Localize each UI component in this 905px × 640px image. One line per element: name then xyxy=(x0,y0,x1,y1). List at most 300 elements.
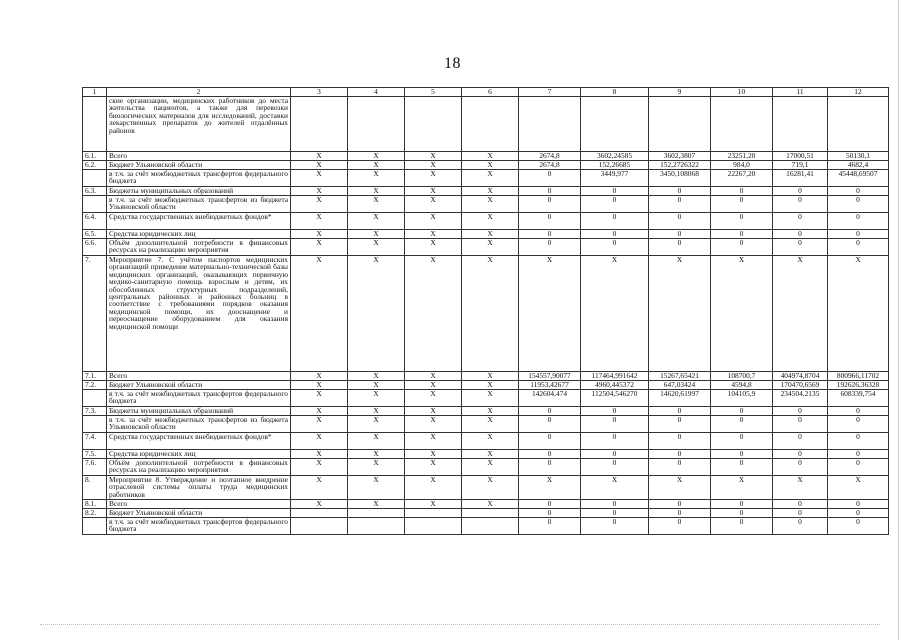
value-cell: 0 xyxy=(519,509,581,518)
row-number xyxy=(83,518,107,535)
value-cell: X xyxy=(291,170,348,187)
value-cell: 3450,108068 xyxy=(649,170,711,187)
value-cell: 0 xyxy=(519,213,581,230)
value-cell: X xyxy=(405,407,462,416)
value-cell xyxy=(405,97,462,152)
value-cell: 0 xyxy=(581,450,649,459)
value-cell: X xyxy=(405,239,462,256)
row-description: Средства юридических лиц xyxy=(107,450,291,459)
value-cell: 0 xyxy=(711,196,773,213)
value-cell: 0 xyxy=(828,509,889,518)
value-cell: 15267,65421 xyxy=(649,372,711,381)
value-cell: X xyxy=(348,152,405,161)
value-cell: X xyxy=(348,500,405,509)
value-cell: X xyxy=(828,256,889,372)
value-cell: X xyxy=(405,372,462,381)
value-cell: 0 xyxy=(773,213,828,230)
value-cell: 984,0 xyxy=(711,161,773,170)
column-header: 11 xyxy=(773,88,828,97)
value-cell: X xyxy=(405,390,462,407)
row-number: 8.2. xyxy=(83,509,107,518)
value-cell: 0 xyxy=(711,407,773,416)
value-cell: 152,26685 xyxy=(581,161,649,170)
value-cell: X xyxy=(291,152,348,161)
value-cell: 0 xyxy=(581,213,649,230)
value-cell: 23251,20 xyxy=(711,152,773,161)
value-cell: 0 xyxy=(519,500,581,509)
value-cell: X xyxy=(405,433,462,450)
value-cell: X xyxy=(291,390,348,407)
value-cell: X xyxy=(462,450,519,459)
value-cell: X xyxy=(581,476,649,500)
column-header: 6 xyxy=(462,88,519,97)
value-cell xyxy=(348,518,405,535)
row-number xyxy=(83,97,107,152)
value-cell: 192626,36328 xyxy=(828,381,889,390)
row-description: в т.ч. за счёт межбюджетных трансфертов федерального бюджета xyxy=(107,170,291,187)
table-header-row xyxy=(83,88,889,97)
value-cell: 11953,42677 xyxy=(519,381,581,390)
value-cell: 0 xyxy=(828,230,889,239)
value-cell: 0 xyxy=(519,459,581,476)
row-number: 6.3. xyxy=(83,187,107,196)
value-cell: X xyxy=(348,407,405,416)
table-row xyxy=(83,450,889,459)
value-cell: X xyxy=(462,213,519,230)
value-cell: X xyxy=(462,500,519,509)
value-cell xyxy=(773,97,828,152)
value-cell xyxy=(581,97,649,152)
value-cell: X xyxy=(519,256,581,372)
table-row xyxy=(83,230,889,239)
value-cell: X xyxy=(462,381,519,390)
value-cell: 112504,546270 xyxy=(581,390,649,407)
value-cell: 142604,474 xyxy=(519,390,581,407)
value-cell: 4682,4 xyxy=(828,161,889,170)
value-cell: X xyxy=(405,161,462,170)
value-cell: X xyxy=(348,390,405,407)
table-row xyxy=(83,476,889,500)
row-description: Бюджет Ульяновской области xyxy=(107,509,291,518)
value-cell: X xyxy=(405,459,462,476)
value-cell: 0 xyxy=(773,518,828,535)
value-cell: X xyxy=(649,256,711,372)
value-cell: X xyxy=(773,476,828,500)
value-cell: 3449,977 xyxy=(581,170,649,187)
value-cell: X xyxy=(291,372,348,381)
value-cell: X xyxy=(291,196,348,213)
value-cell: 0 xyxy=(649,239,711,256)
value-cell: X xyxy=(405,230,462,239)
table-row xyxy=(83,152,889,161)
table-row xyxy=(83,509,889,518)
value-cell: X xyxy=(462,196,519,213)
row-description: Средства юридических лиц xyxy=(107,230,291,239)
value-cell: 0 xyxy=(649,213,711,230)
value-cell: X xyxy=(348,372,405,381)
value-cell: X xyxy=(348,256,405,372)
row-number: 6.4. xyxy=(83,213,107,230)
value-cell: 0 xyxy=(581,518,649,535)
value-cell: 104105,9 xyxy=(711,390,773,407)
value-cell: X xyxy=(291,239,348,256)
budget-table xyxy=(82,87,889,535)
value-cell: 0 xyxy=(649,509,711,518)
value-cell: 0 xyxy=(828,187,889,196)
value-cell: X xyxy=(348,450,405,459)
value-cell: 0 xyxy=(711,509,773,518)
table-row xyxy=(83,433,889,450)
value-cell xyxy=(462,509,519,518)
value-cell: 0 xyxy=(581,239,649,256)
value-cell: 0 xyxy=(828,416,889,433)
value-cell: 0 xyxy=(828,407,889,416)
value-cell: 0 xyxy=(649,433,711,450)
value-cell: 2674,8 xyxy=(519,152,581,161)
value-cell: 0 xyxy=(711,239,773,256)
value-cell xyxy=(462,97,519,152)
table-row xyxy=(83,196,889,213)
table-row xyxy=(83,407,889,416)
row-number: 8. xyxy=(83,476,107,500)
table-row xyxy=(83,518,889,535)
value-cell: 17000,51 xyxy=(773,152,828,161)
row-description: Объём дополнительной потребности в финансовых ресурсах на реализацию мероприятия xyxy=(107,459,291,476)
value-cell: 117464,991642 xyxy=(581,372,649,381)
value-cell: X xyxy=(405,170,462,187)
value-cell: X xyxy=(291,256,348,372)
row-description: Объём дополнительной потребности в финансовых ресурсах на реализацию мероприятия xyxy=(107,239,291,256)
value-cell: X xyxy=(462,433,519,450)
column-header: 4 xyxy=(348,88,405,97)
table-row xyxy=(83,416,889,433)
value-cell xyxy=(348,97,405,152)
column-header: 8 xyxy=(581,88,649,97)
value-cell: X xyxy=(405,213,462,230)
row-number xyxy=(83,390,107,407)
value-cell: 0 xyxy=(519,407,581,416)
value-cell: 0 xyxy=(828,213,889,230)
row-description: в т.ч. за счёт межбюджетных трансфертов федерального бюджета xyxy=(107,390,291,407)
value-cell: 22267,20 xyxy=(711,170,773,187)
column-header: 5 xyxy=(405,88,462,97)
table-row xyxy=(83,187,889,196)
row-description: Бюджет Ульяновской области xyxy=(107,161,291,170)
value-cell: 0 xyxy=(828,196,889,213)
value-cell: X xyxy=(462,476,519,500)
table-row xyxy=(83,381,889,390)
value-cell: X xyxy=(291,450,348,459)
value-cell: 719,1 xyxy=(773,161,828,170)
value-cell: X xyxy=(348,239,405,256)
value-cell: 0 xyxy=(711,213,773,230)
value-cell: X xyxy=(291,476,348,500)
value-cell: X xyxy=(462,407,519,416)
row-description: в т.ч. за счёт межбюджетных трансфертов из бюджета Ульяновской области xyxy=(107,416,291,433)
row-description: Средства государственных внебюджетных фондов* xyxy=(107,433,291,450)
value-cell: 404974,8704 xyxy=(773,372,828,381)
value-cell: X xyxy=(462,152,519,161)
value-cell: 0 xyxy=(649,230,711,239)
value-cell: X xyxy=(291,407,348,416)
value-cell: 0 xyxy=(519,450,581,459)
value-cell: X xyxy=(348,170,405,187)
row-description: ские организации, медицинских работников до места жительства пациентов, а также для перевозки биологических материалов для исследований, доставки лекарственных препаратов до жителей отдалённых районов xyxy=(107,97,291,152)
value-cell: 0 xyxy=(581,433,649,450)
value-cell xyxy=(405,509,462,518)
value-cell: 0 xyxy=(828,433,889,450)
page-number: 18 xyxy=(444,55,461,72)
row-description: Мероприятие 8. Утверждение и поэтапное внедрение отраслевой системы оплаты труда медицинских работников xyxy=(107,476,291,500)
value-cell: 800966,11702 xyxy=(828,372,889,381)
value-cell: X xyxy=(462,187,519,196)
row-description: Всего xyxy=(107,152,291,161)
value-cell: 0 xyxy=(828,518,889,535)
value-cell: 0 xyxy=(773,450,828,459)
row-number: 7.2. xyxy=(83,381,107,390)
value-cell: 0 xyxy=(519,187,581,196)
value-cell: X xyxy=(462,416,519,433)
value-cell: 0 xyxy=(773,407,828,416)
value-cell: 0 xyxy=(773,433,828,450)
value-cell: 647,03424 xyxy=(649,381,711,390)
value-cell xyxy=(291,518,348,535)
row-number xyxy=(83,196,107,213)
scan-artifact-line xyxy=(40,624,880,627)
value-cell: X xyxy=(348,161,405,170)
value-cell: X xyxy=(348,381,405,390)
value-cell: X xyxy=(649,476,711,500)
row-description: в т.ч. за счёт межбюджетных трансфертов из бюджета Ульяновской области xyxy=(107,196,291,213)
row-number: 7.6. xyxy=(83,459,107,476)
value-cell: X xyxy=(348,433,405,450)
value-cell: X xyxy=(291,161,348,170)
value-cell: X xyxy=(405,152,462,161)
table-row xyxy=(83,213,889,230)
column-header: 12 xyxy=(828,88,889,97)
value-cell: 0 xyxy=(711,518,773,535)
value-cell: X xyxy=(405,196,462,213)
value-cell: 0 xyxy=(519,239,581,256)
table-row xyxy=(83,239,889,256)
value-cell: X xyxy=(711,476,773,500)
row-number: 7.5. xyxy=(83,450,107,459)
value-cell: X xyxy=(348,416,405,433)
value-cell: X xyxy=(405,476,462,500)
value-cell: X xyxy=(519,476,581,500)
value-cell: 0 xyxy=(773,509,828,518)
value-cell: X xyxy=(581,256,649,372)
value-cell: 2674,8 xyxy=(519,161,581,170)
row-description: Бюджеты муниципальных образований xyxy=(107,187,291,196)
value-cell: 0 xyxy=(828,459,889,476)
value-cell: 0 xyxy=(581,509,649,518)
value-cell: 0 xyxy=(649,459,711,476)
value-cell: 0 xyxy=(711,230,773,239)
value-cell: 0 xyxy=(581,187,649,196)
value-cell: X xyxy=(348,196,405,213)
value-cell: 0 xyxy=(828,239,889,256)
value-cell: 0 xyxy=(773,500,828,509)
value-cell: X xyxy=(828,476,889,500)
value-cell: 14620,61997 xyxy=(649,390,711,407)
row-description: Всего xyxy=(107,372,291,381)
value-cell: 0 xyxy=(581,459,649,476)
row-number: 6.5. xyxy=(83,230,107,239)
value-cell: X xyxy=(405,500,462,509)
value-cell: 234504,2135 xyxy=(773,390,828,407)
value-cell xyxy=(711,97,773,152)
table-row xyxy=(83,97,889,152)
value-cell: 154557,90077 xyxy=(519,372,581,381)
value-cell: 0 xyxy=(649,187,711,196)
value-cell: 45448,69507 xyxy=(828,170,889,187)
value-cell: 0 xyxy=(581,500,649,509)
row-description: в т.ч. за счёт межбюджетных трансфертов федерального бюджета xyxy=(107,518,291,535)
value-cell: 0 xyxy=(773,187,828,196)
value-cell: X xyxy=(291,500,348,509)
row-number: 7.1. xyxy=(83,372,107,381)
column-header: 2 xyxy=(107,88,291,97)
value-cell: 0 xyxy=(711,433,773,450)
row-number: 7.3. xyxy=(83,407,107,416)
value-cell: X xyxy=(462,161,519,170)
row-description: Всего xyxy=(107,500,291,509)
table-row xyxy=(83,500,889,509)
table-row xyxy=(83,390,889,407)
value-cell: X xyxy=(348,476,405,500)
value-cell: 0 xyxy=(711,450,773,459)
row-number: 7. xyxy=(83,256,107,372)
value-cell: X xyxy=(291,187,348,196)
value-cell: 0 xyxy=(649,450,711,459)
value-cell: 3602,3807 xyxy=(649,152,711,161)
table-row xyxy=(83,256,889,372)
value-cell: 4594,8 xyxy=(711,381,773,390)
value-cell: X xyxy=(405,256,462,372)
column-header: 3 xyxy=(291,88,348,97)
value-cell: X xyxy=(405,450,462,459)
value-cell: X xyxy=(405,416,462,433)
value-cell: X xyxy=(773,256,828,372)
value-cell: 108700,7 xyxy=(711,372,773,381)
value-cell xyxy=(462,518,519,535)
value-cell: 0 xyxy=(649,416,711,433)
value-cell: 0 xyxy=(519,170,581,187)
value-cell: X xyxy=(462,390,519,407)
table-row xyxy=(83,170,889,187)
row-number: 6.6. xyxy=(83,239,107,256)
value-cell: 50130,1 xyxy=(828,152,889,161)
value-cell: X xyxy=(462,170,519,187)
row-number: 6.2. xyxy=(83,161,107,170)
value-cell: X xyxy=(348,213,405,230)
value-cell xyxy=(649,97,711,152)
row-number xyxy=(83,170,107,187)
column-header: 10 xyxy=(711,88,773,97)
row-description: Мероприятие 7. С учётом паспортов медицинских организаций приведение материально-технической базы медицинских организаций, оказывающих первичную медико-санитарную помощь взрослым и детям, их обособленных структурных подразделений, центральных районных и районных больниц в соответствие с требованиями порядков оказания медицинской помощи, их дооснащение и переоснащение оборудованием для оказания медицинской помощи xyxy=(107,256,291,372)
column-header: 9 xyxy=(649,88,711,97)
row-number: 6.1. xyxy=(83,152,107,161)
row-number: 8.1. xyxy=(83,500,107,509)
value-cell: 0 xyxy=(773,239,828,256)
value-cell: 0 xyxy=(581,196,649,213)
value-cell: 0 xyxy=(711,187,773,196)
table-row xyxy=(83,372,889,381)
value-cell: 170470,6569 xyxy=(773,381,828,390)
value-cell: 0 xyxy=(711,459,773,476)
value-cell: X xyxy=(291,459,348,476)
value-cell: 0 xyxy=(519,518,581,535)
value-cell: X xyxy=(462,459,519,476)
value-cell: 3602,24585 xyxy=(581,152,649,161)
row-number: 7.4. xyxy=(83,433,107,450)
value-cell: X xyxy=(348,187,405,196)
value-cell: 0 xyxy=(519,416,581,433)
value-cell: X xyxy=(348,459,405,476)
value-cell: 608339,754 xyxy=(828,390,889,407)
value-cell: 16281,41 xyxy=(773,170,828,187)
value-cell: 152,2726322 xyxy=(649,161,711,170)
value-cell: X xyxy=(291,416,348,433)
value-cell: 0 xyxy=(773,459,828,476)
value-cell: 0 xyxy=(519,230,581,239)
value-cell: X xyxy=(348,230,405,239)
value-cell: 0 xyxy=(773,416,828,433)
value-cell: 0 xyxy=(519,196,581,213)
value-cell: 0 xyxy=(828,500,889,509)
table-row xyxy=(83,459,889,476)
column-header: 1 xyxy=(83,88,107,97)
row-description: Бюджеты муниципальных образований xyxy=(107,407,291,416)
value-cell: 0 xyxy=(711,500,773,509)
value-cell: 0 xyxy=(828,450,889,459)
value-cell: X xyxy=(462,239,519,256)
table-row xyxy=(83,161,889,170)
value-cell xyxy=(291,97,348,152)
value-cell xyxy=(348,509,405,518)
value-cell xyxy=(828,97,889,152)
row-description: Бюджет Ульяновской области xyxy=(107,381,291,390)
value-cell: 0 xyxy=(649,196,711,213)
value-cell: X xyxy=(462,230,519,239)
value-cell: 0 xyxy=(711,416,773,433)
value-cell: X xyxy=(405,381,462,390)
value-cell: 0 xyxy=(581,416,649,433)
value-cell: 4960,445372 xyxy=(581,381,649,390)
value-cell: 0 xyxy=(649,518,711,535)
value-cell: 0 xyxy=(581,230,649,239)
value-cell: X xyxy=(405,187,462,196)
value-cell: 0 xyxy=(649,407,711,416)
value-cell: X xyxy=(462,372,519,381)
value-cell: X xyxy=(711,256,773,372)
value-cell: X xyxy=(291,433,348,450)
value-cell: 0 xyxy=(581,407,649,416)
page-edge-line xyxy=(898,0,899,640)
value-cell: X xyxy=(291,213,348,230)
value-cell xyxy=(519,97,581,152)
value-cell xyxy=(291,509,348,518)
value-cell xyxy=(405,518,462,535)
value-cell: 0 xyxy=(773,230,828,239)
value-cell: X xyxy=(462,256,519,372)
value-cell: 0 xyxy=(773,196,828,213)
value-cell: 0 xyxy=(649,500,711,509)
column-header: 7 xyxy=(519,88,581,97)
value-cell: X xyxy=(291,230,348,239)
value-cell: X xyxy=(291,381,348,390)
